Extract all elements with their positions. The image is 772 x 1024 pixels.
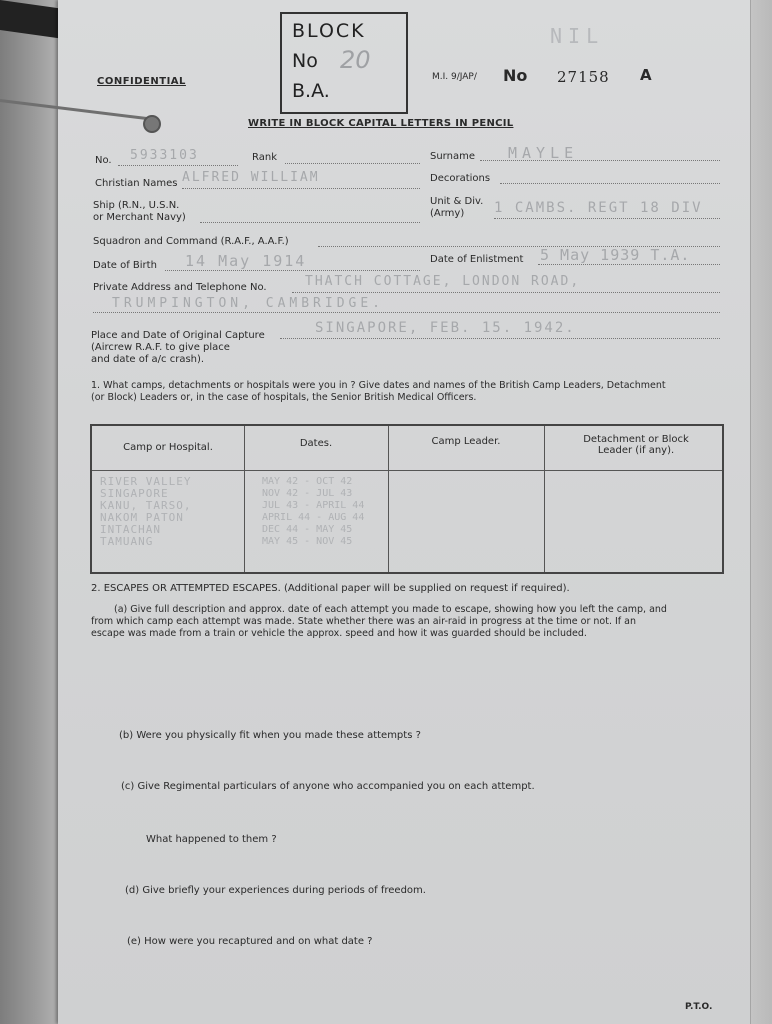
- capture-line: [280, 338, 720, 339]
- stamp-block-text: BLOCK: [292, 20, 366, 42]
- nil-annotation: NIL: [550, 24, 605, 48]
- surname-line: [480, 160, 720, 161]
- question-2c-followup: What happened to them ?: [146, 834, 277, 845]
- christian-names-value: ALFRED WILLIAM: [182, 170, 320, 185]
- address-label: Private Address and Telephone No.: [93, 282, 267, 293]
- dob-label: Date of Birth: [93, 260, 157, 271]
- address-value-2: TRUMPINGTON, CAMBRIDGE.: [112, 296, 385, 311]
- grommet-icon: [143, 115, 161, 133]
- enlistment-label: Date of Enlistment: [430, 254, 524, 265]
- surname-value: MAYLE: [508, 144, 579, 162]
- decorations-line: [500, 183, 720, 184]
- ship-label: Ship (R.N., U.S.N.: [93, 200, 180, 211]
- table-divider: [544, 426, 545, 572]
- rank-line: [285, 163, 420, 164]
- question-2-heading: 2. ESCAPES OR ATTEMPTED ESCAPES. (Additional paper will be supplied on request if required).: [91, 583, 570, 594]
- enlistment-value: 5 May 1939 T.A.: [540, 246, 691, 264]
- header-detachment-leader: Detachment or Block Leader (if any).: [583, 434, 689, 456]
- camp-names-cell: RIVER VALLEY SINGAPORE KANU, TARSO, NAKOM PATON INTACHAN TAMUANG: [100, 475, 192, 548]
- unit-line: [494, 218, 720, 219]
- confidential-label: CONFIDENTIAL: [97, 76, 186, 87]
- capture-label-2: (Aircrew R.A.F. to give place: [91, 342, 230, 353]
- surname-label: Surname: [430, 151, 475, 162]
- number-label: No: [503, 66, 528, 85]
- ship-label-2: or Merchant Navy): [93, 212, 186, 223]
- squadron-label: Squadron and Command (R.A.F., A.A.F.): [93, 236, 289, 247]
- enlistment-line: [538, 264, 720, 265]
- header-camp: Camp or Hospital.: [123, 442, 213, 453]
- unit-value: 1 CAMBS. REGT 18 DIV: [494, 200, 703, 216]
- capture-label-3: and date of a/c crash).: [91, 354, 205, 365]
- ship-line: [200, 222, 420, 223]
- dob-line: [165, 270, 420, 271]
- capture-value: SINGAPORE, FEB. 15. 1942.: [315, 320, 576, 336]
- christian-names-label: Christian Names: [95, 178, 178, 189]
- block-stamp: [280, 12, 408, 114]
- unit-label-2: (Army): [430, 208, 465, 219]
- question-2e-text: (e) How were you recaptured and on what date ?: [127, 936, 373, 947]
- christian-names-line: [182, 188, 420, 189]
- form-suffix: A: [640, 66, 652, 84]
- instruction-heading: WRITE IN BLOCK CAPITAL LETTERS IN PENCIL: [248, 118, 514, 129]
- rank-label: Rank: [252, 152, 277, 163]
- stamp-number: 20: [340, 46, 371, 74]
- address-line-2: [93, 312, 720, 313]
- address-value-1: THATCH COTTAGE, LONDON ROAD,: [305, 274, 581, 289]
- pto-label: P.T.O.: [685, 1002, 713, 1012]
- dob-value: 14 May 1914: [185, 252, 307, 270]
- camps-table: [90, 424, 724, 574]
- no-value: 5933103: [130, 148, 199, 163]
- mi9-reference: M.I. 9/JAP/: [432, 72, 477, 82]
- question-2a-text-3: escape was made from a train or vehicle the approx. speed and how it was guarded should be included.: [91, 628, 587, 639]
- camp-dates-cell: MAY 42 - OCT 42 NOV 42 - JUL 43 JUL 43 - APRIL 44 APRIL 44 - AUG 44 DEC 44 - MAY 45 MAY 45 - NOV 45: [262, 476, 365, 547]
- question-2c-text: (c) Give Regimental particulars of anyone who accompanied you on each attempt.: [121, 781, 535, 792]
- address-line-1: [292, 292, 720, 293]
- table-header-line: [92, 470, 722, 471]
- form-number: 27158: [557, 68, 610, 86]
- capture-label: Place and Date of Original Capture: [91, 330, 265, 341]
- header-camp-leader: Camp Leader.: [431, 436, 501, 447]
- question-1-text-2: (or Block) Leaders or, in the case of hospitals, the Senior British Medical Officers.: [91, 392, 477, 403]
- question-1-text: 1. What camps, detachments or hospitals were you in ? Give dates and names of the British Camp Leaders, Detachment: [91, 380, 666, 391]
- table-divider: [388, 426, 389, 572]
- stamp-no-text: No: [292, 50, 318, 72]
- no-line: [118, 165, 238, 166]
- stamp-ba-text: B.A.: [292, 80, 330, 102]
- question-2a-text-2: from which camp each attempt was made. State whether there was an air-raid in progress at the time or not. If an: [91, 616, 637, 627]
- question-2b-text: (b) Were you physically fit when you made these attempts ?: [119, 730, 421, 741]
- next-page-edge: [750, 0, 772, 1024]
- question-2a-text: (a) Give full description and approx. date of each attempt you made to escape, showing how you left the camp, and: [114, 604, 667, 615]
- decorations-label: Decorations: [430, 173, 491, 184]
- question-2d-text: (d) Give briefly your experiences during periods of freedom.: [125, 885, 426, 896]
- no-label: No.: [95, 155, 112, 166]
- unit-label: Unit & Div.: [430, 196, 484, 207]
- header-dates: Dates.: [299, 438, 333, 449]
- binder: [0, 0, 62, 1024]
